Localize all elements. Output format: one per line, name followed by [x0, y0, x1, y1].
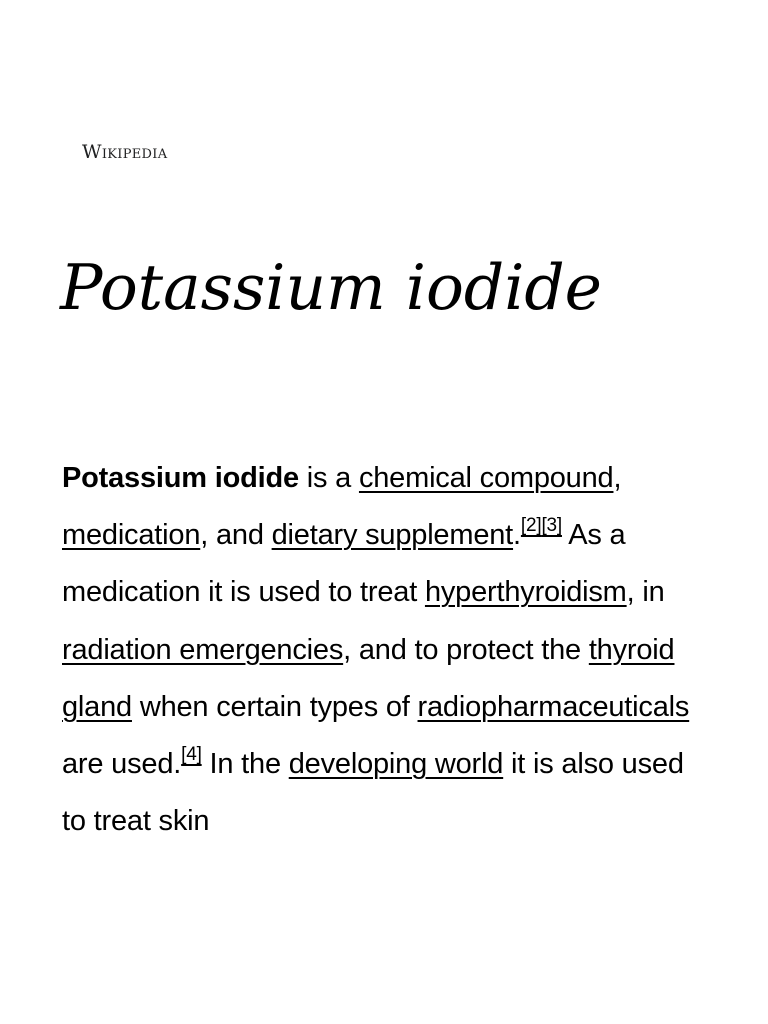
page-title: Potassium iodide [60, 251, 602, 324]
link-radiation-emergencies[interactable]: radiation emergencies [62, 633, 344, 666]
lead-text: As a medication it is used to treat [62, 519, 626, 609]
lead-text: , in [626, 576, 665, 609]
lead-text: , and to protect the [343, 633, 589, 666]
lead-text: are used. [62, 748, 182, 781]
link-developing-world[interactable]: developing world [288, 748, 504, 781]
lead-text: , and [200, 519, 272, 552]
link-radiopharmaceuticals[interactable]: radiopharmaceuticals [417, 690, 690, 723]
lead-text: is a [298, 462, 359, 494]
link-hyperthyroidism[interactable]: hyperthyroidism [424, 576, 627, 609]
lead-text: In the [201, 748, 289, 781]
reference-3[interactable]: [3] [541, 515, 562, 537]
reference-2[interactable]: [2] [520, 515, 542, 537]
wikipedia-wordmark[interactable]: Wikipedia [82, 141, 168, 163]
lead-text: it is also used to treat skin [62, 748, 684, 838]
lead-text: . [513, 519, 521, 552]
link-medication[interactable]: medication [62, 519, 201, 552]
article-subject: Potassium iodide [62, 462, 299, 494]
lead-text: when certain types of [131, 690, 418, 723]
link-dietary-supplement[interactable]: dietary supplement [271, 519, 514, 552]
reference-4[interactable]: [4] [181, 744, 202, 766]
link-chemical-compound[interactable]: chemical compound [358, 462, 614, 494]
link-thyroid-gland[interactable]: thyroid gland [62, 633, 675, 723]
article-lead-paragraph [62, 450, 712, 850]
lead-text: , [613, 462, 622, 494]
